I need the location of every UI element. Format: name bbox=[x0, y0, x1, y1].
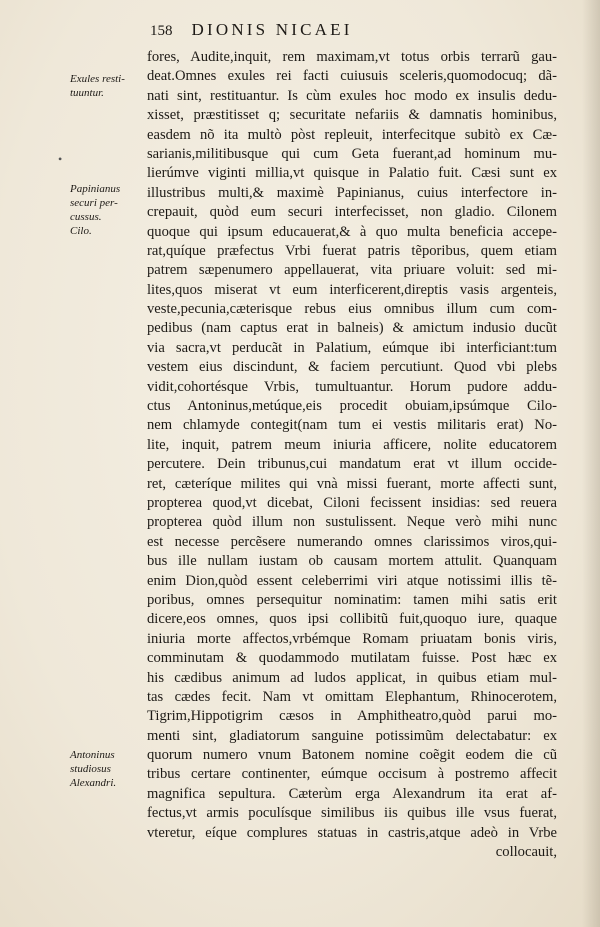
margin-note-line: cussus. bbox=[70, 211, 102, 223]
text-line: fectus,vt armis poculísque similibus iis quibus ille vsus fuerat, bbox=[147, 805, 557, 822]
page-gutter-shadow bbox=[582, 0, 600, 927]
text-line: Tigrim,Hippotigrim cæsos in Amphitheatro,quòd parui mo- bbox=[147, 708, 557, 725]
text-line: lites,quos miserat vt eum interficerent,direptis vasis argenteis, bbox=[147, 281, 557, 298]
text-line: nati sint, restituantur. Is cùm exules hoc modo ex insulis dedu- bbox=[147, 87, 557, 104]
margin-note-line: tuuntur. bbox=[70, 87, 104, 99]
main-text-block bbox=[147, 48, 557, 862]
margin-note-line: Alexandri. bbox=[70, 777, 117, 789]
text-line: quoque qui ipsum educauerat,& à quo multa beneficia accepe- bbox=[147, 223, 557, 240]
text-line: vestem eius discindunt, & faciem percutiunt. Quod vbi plebs bbox=[147, 359, 557, 376]
catchword-line: collocauit, bbox=[495, 844, 557, 861]
text-line: easdem nõ ita multò pòst repleuit, interfecitque subitò ex Cæ- bbox=[147, 126, 557, 143]
text-line: veste,pecunia,cæterisque rebus eius omnibus illum cum com- bbox=[147, 301, 557, 318]
text-line: pedibus (nam captus erat in balneis) & amictum indusio ducũt bbox=[147, 320, 557, 337]
text-line: sarianis,militibusque qui cum Geta fuerant,ad hominum mu- bbox=[147, 145, 557, 162]
text-line: rat,quíque præfectus Vrbi fuerat patris tẽporibus, quem etiam bbox=[147, 242, 557, 259]
text-line: his cædibus animum ad ludos applicat, in quibus etiam mul- bbox=[147, 669, 557, 686]
text-line: lierúmve viginti millia,vt quisque in Palatio fuit. Cæsi sunt ex bbox=[147, 165, 557, 182]
text-line: ret, cæteríque milites qui vnà missi fuerant, morte affecti sunt, bbox=[147, 475, 557, 492]
text-line: magnifica sepultura. Cæterùm erga Alexandrum ita erat af- bbox=[147, 785, 557, 802]
text-line: bus ille nullam iustam ob causam mortem attulit. Quanquam bbox=[147, 553, 557, 570]
margin-note-line: studiosus bbox=[70, 763, 111, 775]
text-line: propterea quod,vt dicebat, Ciloni fecissent insidias: sed reuera bbox=[147, 494, 557, 511]
page-number: 158 bbox=[150, 23, 173, 39]
margin-note-antoninus bbox=[70, 748, 142, 790]
margin-dot-mark: • bbox=[58, 152, 63, 166]
text-line: vidit,cohortésque Vrbis, tumultuantur. Horum pudore addu- bbox=[147, 378, 557, 395]
text-line: nem chlamyde contegit(nam tum ei vestis militaris erat) No- bbox=[147, 417, 557, 434]
text-line: patrem sæpenumero appellauerat, vita priuare voluit: sed mi- bbox=[147, 262, 557, 279]
margin-note-papinianus bbox=[70, 182, 142, 238]
margin-note-line: Papinianus bbox=[70, 183, 121, 195]
margin-note-line: Exules resti- bbox=[70, 73, 125, 85]
text-line: comminutam & quodammodo mutilatam fuisse. Post hæc ex bbox=[147, 650, 557, 667]
text-line: deat.Omnes exules rei facti cuiusuis sceleris,quomodocuq; dã- bbox=[147, 68, 557, 85]
text-line: enim Dion,quòd essent celeberrimi viri atque notissimi illis tẽ- bbox=[147, 572, 557, 589]
running-title: DIONIS NICAEI bbox=[191, 20, 353, 39]
margin-note-line: Cilo. bbox=[70, 225, 92, 237]
margin-note-line: Antoninus bbox=[70, 749, 115, 761]
text-line: propterea quòd illum non sustulissent. Neque verò mihi nunc bbox=[147, 514, 557, 531]
text-line: fores, Audite,inquit, rem maximam,vt totus orbis terrarũ gau- bbox=[147, 49, 557, 65]
text-line: iniuria morte affectos,vrbémque Romam priuatam bonis viris, bbox=[147, 630, 557, 647]
text-line: dicere,eos omnes, quos ipsi collibitũ fuit,quoquo iure, quaque bbox=[147, 611, 557, 628]
text-line: ctus Antoninus,metúque,eis procedit obuiam,ipsúmque Cilo- bbox=[147, 398, 557, 415]
text-line: poribus, omnes persequitur nominatim: tamen mihi satis erit bbox=[147, 591, 557, 608]
text-line: vteretur, eíque complures statuas in castris,atque adeò in Vrbe bbox=[147, 824, 557, 841]
text-line: lite, inquit, patrem meum iniuria afficere, nolite educatorem bbox=[147, 436, 557, 453]
text-line: xisset, præstitisset q; securitate nefariis & damnatis hominibus, bbox=[147, 107, 557, 124]
text-line: percutere. Dein tribunus,cui mandatum erat vt illum occide- bbox=[147, 456, 557, 473]
page-header bbox=[150, 20, 353, 40]
text-line: tas cædes fecit. Nam vt omittam Elephantum, Rhinocerotem, bbox=[147, 688, 557, 705]
margin-note-exules bbox=[70, 72, 142, 100]
text-line: quorum numero vnum Batonem nomine coẽgit eodem die cũ bbox=[147, 747, 557, 764]
margin-note-line: securi per- bbox=[70, 197, 118, 209]
text-line: est necesse percẽsere numerando omnes clarissimos viros,qui- bbox=[147, 533, 557, 550]
text-line: tribus certare continenter, eúmque occisum à postremo affecit bbox=[147, 766, 557, 783]
text-line: crepauit, quòd eum securi interfecisset, non gladio. Cilonem bbox=[147, 204, 557, 221]
text-line: illustribus multi,& maximè Papinianus, cuius interfectore in- bbox=[147, 184, 557, 201]
text-line: via sacra,vt perducãt in Palatium, eúmque ibi interficiant:tum bbox=[147, 339, 557, 356]
text-line: menti sint, gladiatorum sanguine potissimũm delectabatur: ex bbox=[147, 727, 557, 744]
